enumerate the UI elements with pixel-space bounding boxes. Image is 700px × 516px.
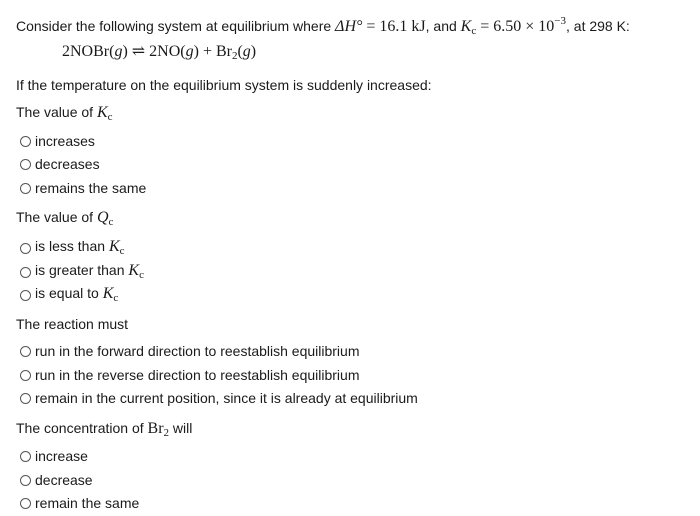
radio-button[interactable]: [20, 159, 31, 170]
radio-option-reverse[interactable]: [20, 365, 360, 385]
option-symbol: K: [102, 285, 114, 302]
option-label: remain in the current position, since it is already at equilibrium: [35, 390, 418, 406]
option-label: decrease: [35, 472, 93, 488]
radio-button[interactable]: [20, 370, 31, 381]
radio-option-kc-same[interactable]: [20, 178, 146, 198]
option-text: is greater than: [35, 262, 129, 278]
option-subscript: c: [113, 292, 119, 304]
reaction-rhs-br-open: (: [237, 43, 243, 60]
radio-option-qc-less[interactable]: [20, 236, 125, 261]
option-label: decreases: [35, 156, 100, 172]
radio-button[interactable]: [20, 136, 31, 147]
option-subscript: c: [119, 245, 125, 257]
kc-symbol: K: [460, 18, 472, 35]
option-label: [35, 283, 118, 308]
question-qc-subscript: c: [108, 216, 114, 228]
option-label: [35, 236, 125, 261]
radio-button[interactable]: [20, 267, 31, 278]
question-br2-subscript: 2: [163, 427, 170, 439]
radio-button[interactable]: [20, 290, 31, 301]
intro-text: [16, 11, 630, 41]
radio-option-qc-greater[interactable]: [20, 260, 144, 285]
radio-button[interactable]: [20, 475, 31, 486]
reaction-rhs-br-close: ): [250, 43, 257, 60]
question-qc: [16, 207, 113, 232]
radio-option-qc-equal[interactable]: [20, 283, 118, 308]
question-kc-subscript: c: [107, 111, 113, 123]
question-qc-symbol: Q: [96, 209, 109, 226]
reaction-rhs-no: 2NO(: [149, 43, 186, 60]
reaction-rhs-no-phase: g: [185, 43, 194, 60]
radio-option-br2-decrease[interactable]: [20, 470, 93, 490]
reaction-lhs-close: ): [122, 43, 128, 60]
radio-option-br2-increase[interactable]: [20, 446, 88, 466]
radio-option-remain[interactable]: [20, 388, 418, 408]
equilibrium-arrow: ⇌: [127, 43, 150, 60]
reaction-lhs: 2NOBr(: [62, 43, 115, 60]
question-qc-prefix: The value of: [16, 209, 97, 225]
option-text: is less than: [35, 238, 109, 254]
kc-exponent: −3: [554, 15, 566, 27]
reaction-equation: [62, 42, 256, 66]
question-reaction-direction: The reaction must: [16, 316, 129, 332]
radio-option-kc-increases[interactable]: [20, 131, 95, 151]
reaction-lhs-phase: g: [114, 43, 123, 60]
kc-subscript: c: [471, 25, 477, 37]
kc-value: = 6.50 × 10: [476, 18, 555, 35]
radio-button[interactable]: [20, 243, 31, 254]
reaction-rhs-br-phase: g: [242, 43, 251, 60]
radio-button[interactable]: [20, 498, 31, 509]
option-symbol: K: [128, 262, 140, 279]
radio-button[interactable]: [20, 393, 31, 404]
option-symbol: K: [108, 238, 120, 255]
reaction-rhs-br-subscript: 2: [231, 50, 238, 62]
intro-prefix: Consider the following system at equilibrium where: [16, 18, 336, 34]
radio-option-br2-same[interactable]: [20, 493, 139, 513]
radio-button[interactable]: [20, 183, 31, 194]
intro-suffix: , at 298 K:: [566, 18, 630, 34]
option-label: run in the forward direction to reestablish equilibrium: [35, 343, 360, 359]
question-br2-prefix: The concentration of: [16, 420, 148, 436]
option-subscript: c: [139, 269, 144, 281]
enthalpy-value: = 16.1 kJ: [362, 18, 426, 35]
option-label: remain the same: [35, 495, 140, 511]
condition-text: If the temperature on the equilibrium system is suddenly increased:: [16, 77, 432, 93]
radio-option-kc-decreases[interactable]: [20, 154, 100, 174]
question-kc-symbol: K: [96, 104, 108, 121]
question-kc: [16, 102, 113, 127]
option-label: increases: [35, 133, 95, 149]
enthalpy-symbol: ΔH°: [335, 18, 363, 35]
option-text: is equal to: [35, 285, 103, 301]
reaction-rhs-br: ) + Br: [193, 43, 232, 60]
intro-and: , and: [425, 18, 461, 34]
radio-option-forward[interactable]: [20, 341, 360, 361]
option-label: remains the same: [35, 180, 147, 196]
radio-button[interactable]: [20, 451, 31, 462]
option-label: [35, 260, 144, 285]
question-br2: [16, 418, 192, 443]
radio-button[interactable]: [20, 346, 31, 357]
question-br2-symbol: Br: [147, 420, 164, 437]
question-kc-prefix: The value of: [16, 104, 97, 120]
question-br2-suffix: will: [169, 420, 193, 436]
option-label: increase: [35, 448, 88, 464]
option-label: run in the reverse direction to reestablish equilibrium: [35, 367, 360, 383]
